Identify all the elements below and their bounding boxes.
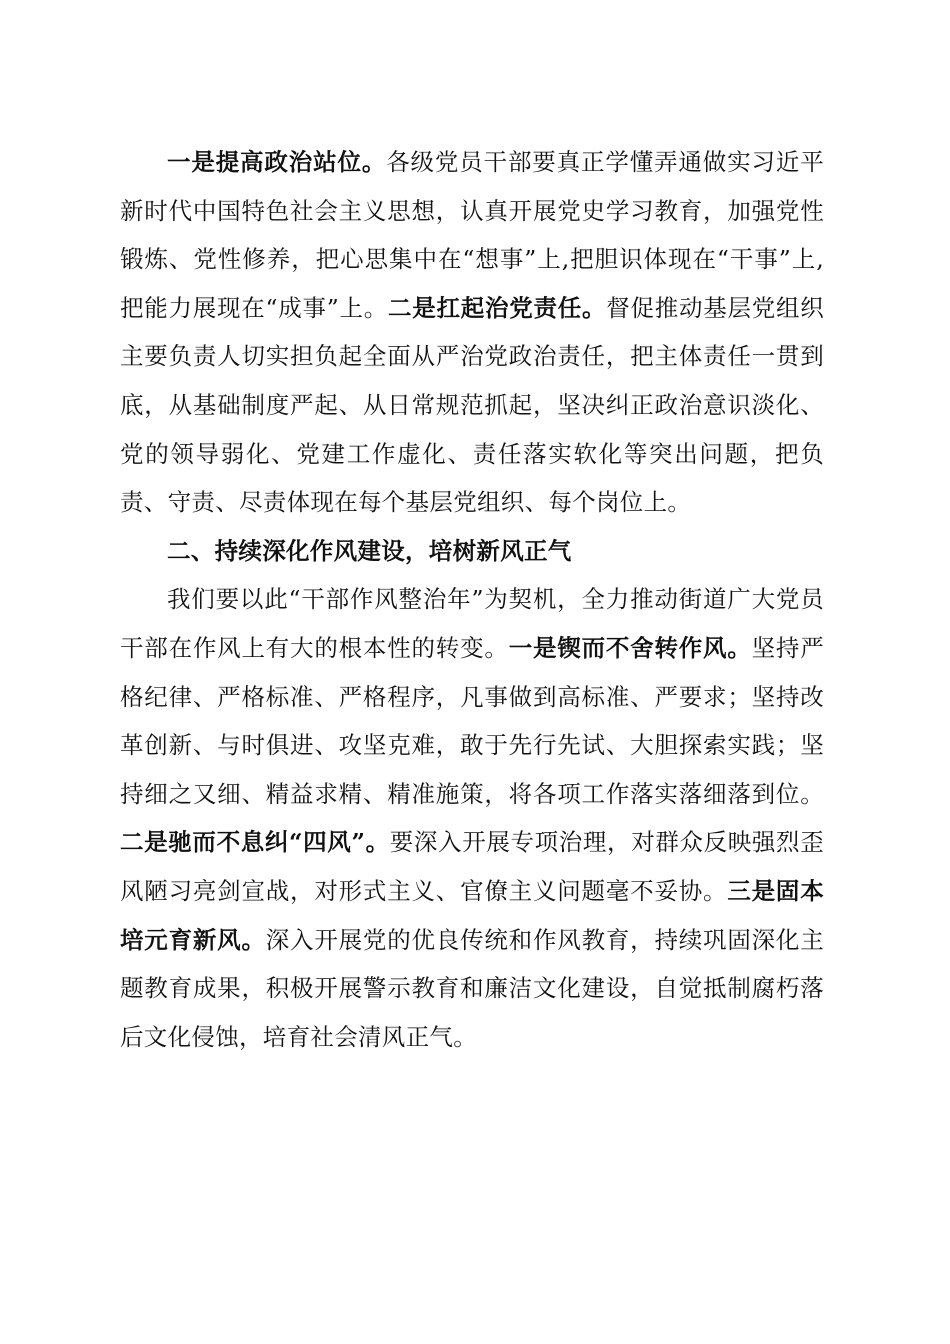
section-heading: 二、持续深化作风建设，培树新风正气 <box>167 536 572 565</box>
bold-lead-party-responsibility: 二是扛起治党责任。 <box>388 293 607 322</box>
paragraph-2 <box>120 575 824 1061</box>
paragraph-text: 各级党员干部要真正学懂弄通做实习近平新时代中国特色社会主义思想，认真开展党史学习教育，加强党性锻炼、党性修养，把心思集中在“想事”上,把胆识体现在“干事”上,把能力展现在“成事”上。 <box>120 148 824 322</box>
paragraph-text: 深入开展党的优良传统和作风教育，持续巩固深化主题教育成果，积极开展警示教育和廉洁文化建设，自觉抵制腐朽落后文化侵蚀，培育社会清风正气。 <box>120 925 824 1051</box>
paragraph-text: 督促推动基层党组织主要负责人切实担负起全面从严治党政治责任，把主体责任一贯到底，从基础制度严起、从日常规范抓起，坚决纠正政治意识淡化、党的领导弱化、党建工作虚化、责任落实软化等突出问题，把负责、守责、尽责体现在每个基层党组织、每个岗位上。 <box>120 293 825 517</box>
document-body <box>120 138 824 1061</box>
paragraph-text: 我们要以此“干部作风整治年”为契机，全力推动街道广大党员干部在作风上有大的根本性的转变。 <box>120 585 824 662</box>
bold-lead-raise-political-stance: 一是提高政治站位。 <box>167 148 387 176</box>
paragraph-text: 要深入开展专项治理，对群众反映强烈歪风陋习亮剑宣战，对形式主义、官僚主义问题毫不妥协。 <box>120 828 824 905</box>
bold-lead-change-style: 一是锲而不舍转作风。 <box>508 633 752 662</box>
bold-lead-new-style: 三是固本培元育新风。 <box>120 876 825 954</box>
paragraph-text: 坚持严格纪律、严格标准、严格程序，凡事做到高标准、严要求；坚持改革创新、与时俱进、攻坚克难，敢于先行先试、大胆探索实践；坚持细之又细、精益求精、精准施策，将各项工作落实落细落到位。 <box>120 633 824 808</box>
bold-lead-four-styles: 二是驰而不息纠“四风”。 <box>120 828 390 857</box>
paragraph-1 <box>120 138 824 527</box>
